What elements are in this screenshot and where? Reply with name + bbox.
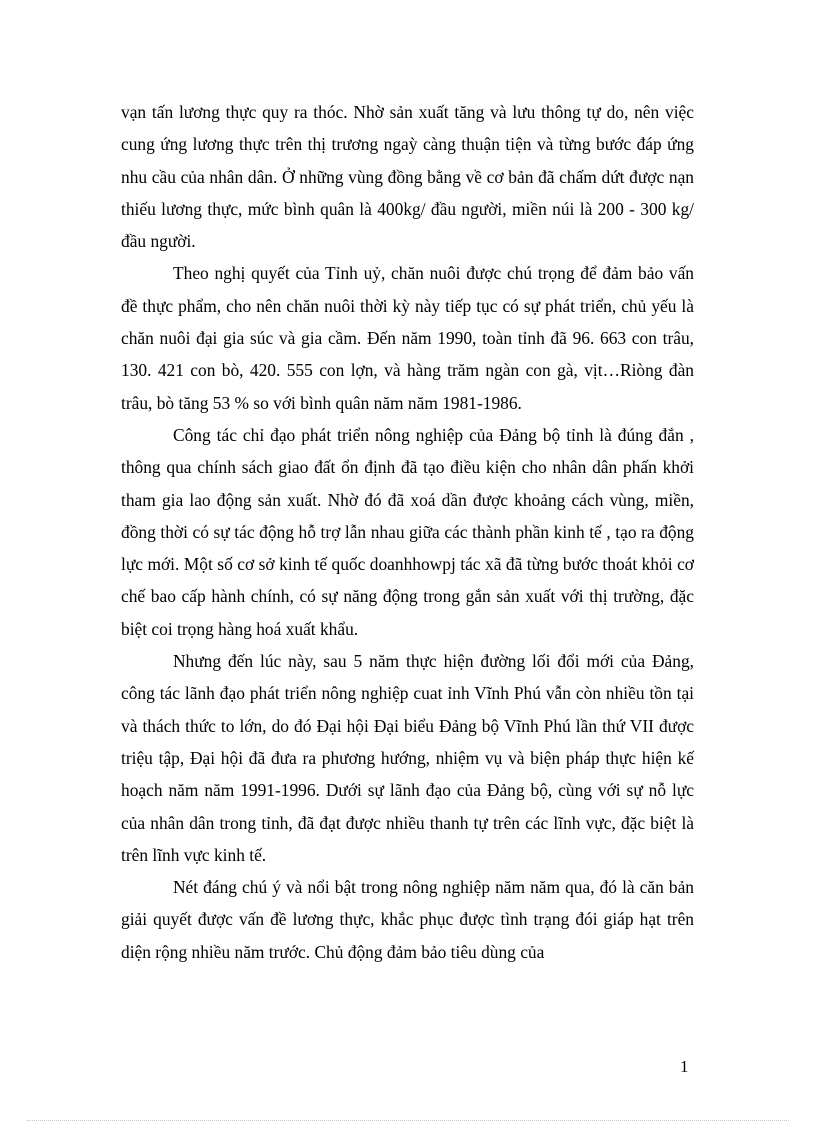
paragraph-5: Nét đáng chú ý và nổi bật trong nông nghiệp năm năm qua, đó là căn bản giải quyết được vấn đề lương thực, khắc phục được tình trạng đói giáp hạt trên diện rộng nhiều năm trước. Chủ động đảm bảo tiêu dùng của bbox=[121, 877, 694, 962]
paragraph-4: Nhưng đến lúc này, sau 5 năm thực hiện đường lối đổi mới của Đảng, công tác lãnh đạo phát triển nông nghiệp cuat ỉnh Vĩnh Phú vẫn còn nhiều tồn tại và thách thức to lớn, do đó Đại hội Đại biểu Đảng bộ Vĩnh Phú lần thứ VII được triệu tập, Đại hội đã đưa ra phương hướng, nhiệm vụ và biện pháp thực hiện kế hoạch năm năm 1991-1996. Dưới sự lãnh đạo của Đảng bộ, cùng với sự nỗ lực của nhân dân trong tỉnh, đã đạt được nhiều thanh tự trên các lĩnh vực, đặc biệt là trên lĩnh vực kinh tế. bbox=[121, 651, 694, 865]
paragraph-2: Theo nghị quyết của Tỉnh uỷ, chăn nuôi được chú trọng để đảm bảo vấn đề thực phẩm, cho nên chăn nuôi thời kỳ này tiếp tục có sự phát triển, chủ yếu là chăn nuôi đại gia súc và gia cầm. Đến năm 1990, toàn tỉnh đã 96. 663 con trâu, 130. 421 con bò, 420. 555 con lợn, và hàng trăm ngàn con gà, vịt…Riòng đàn trâu, bò tăng 53 % so với bình quân năm năm 1981-1986. bbox=[121, 263, 694, 413]
paragraph-1: vạn tấn lương thực quy ra thóc. Nhờ sản xuất tăng và lưu thông tự do, nên việc cung ứng lương thực trên thị trương ngaỳ càng thuận tiện và từng bước đáp ứng nhu cầu của nhân dân. Ở những vùng đồng bằng về cơ bản đã chấm dứt được nạn thiếu lương thực, mức bình quân là 400kg/ đầu người, miền núi là 200 - 300 kg/ đầu người. bbox=[121, 102, 694, 252]
page-bottom-divider bbox=[27, 1120, 789, 1121]
page-body bbox=[121, 96, 694, 968]
page-number: 1 bbox=[680, 1057, 689, 1076]
paragraph-3: Công tác chỉ đạo phát triển nông nghiệp của Đảng bộ tỉnh là đúng đắn , thông qua chính sách giao đất ổn định đã tạo điều kiện cho nhân dân phấn khởi tham gia lao động sản xuất. Nhờ đó đã xoá dần được khoảng cách vùng, miền, đồng thời có sự tác động hỗ trợ lẫn nhau giữa các thành phần kinh tế , tạo ra động lực mới. Một số cơ sở kinh tế quốc doanhhowpj tác xã đã từng bước thoát khỏi cơ chế bao cấp hành chính, có sự năng động trong gắn sản xuất với thị trường, đặc biệt coi trọng hàng hoá xuất khẩu. bbox=[121, 424, 694, 639]
